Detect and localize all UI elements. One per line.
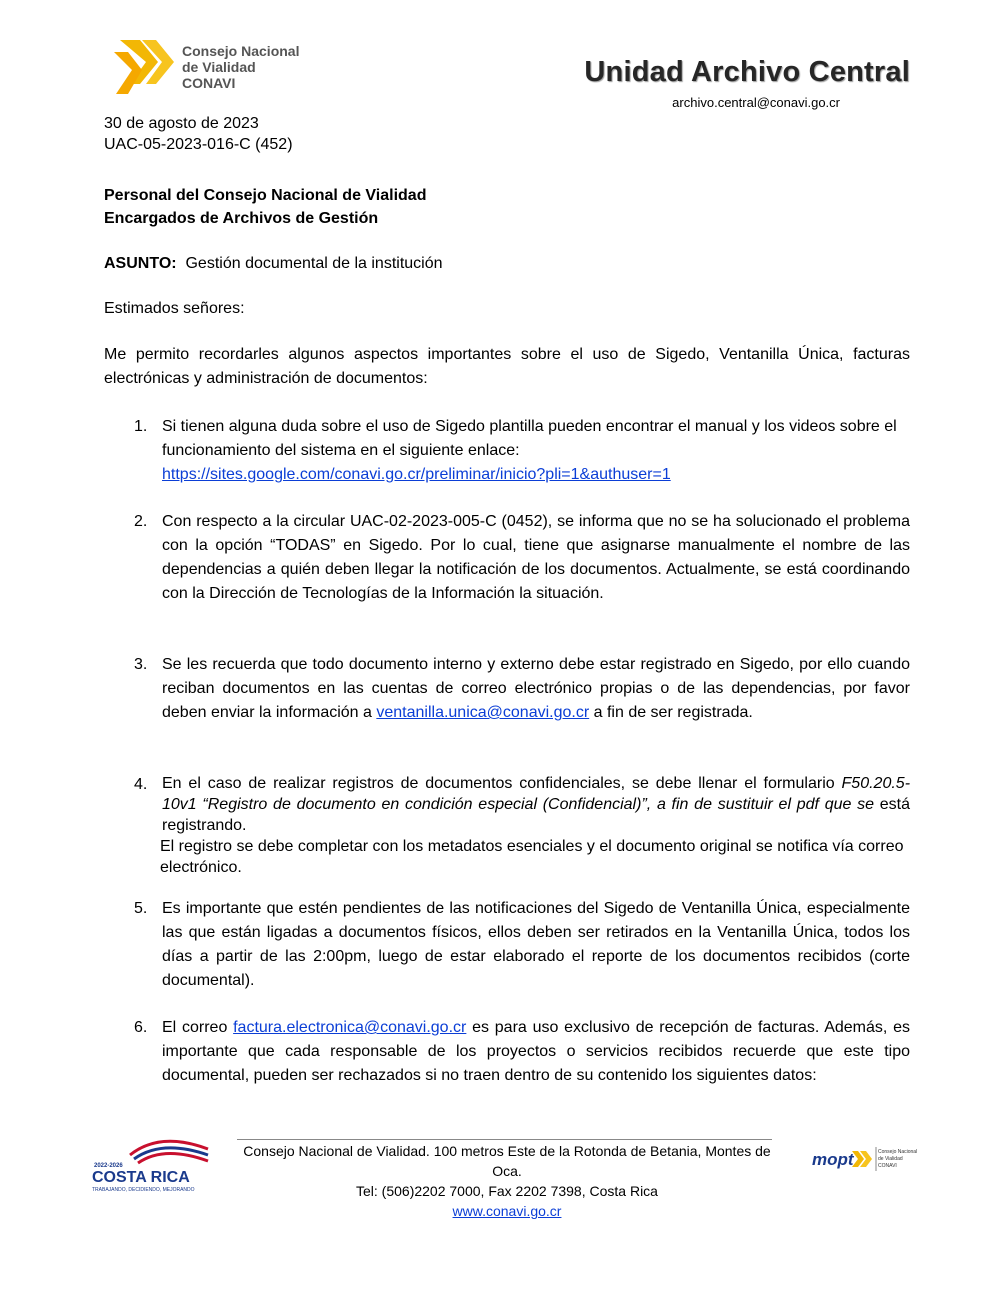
recipients [104, 184, 426, 230]
item-text: En el caso de realizar registros de documentos confidenciales, se debe llenar el formulario [162, 775, 835, 792]
greeting: Estimados señores: [104, 300, 245, 317]
footer-website-link[interactable]: www.conavi.go.cr [452, 1203, 562, 1219]
item-text: Se les recuerda que todo documento interno y externo debe estar registrado en Sigedo, por ello cuando reciban documentos en las cuentas de correo electrónico propias o de las dependencias, por favor deben enviar la información a [162, 656, 910, 721]
item-number: 5. [134, 900, 148, 917]
unit-title: Unidad Archivo Central [584, 56, 910, 88]
mopt-side-line: CONAVI [878, 1163, 897, 1169]
logo-line: CONAVI [182, 75, 236, 91]
form-reference: F50.20.5-10v1 “Registro de documento en condición especial (Confidencial)”, a fin de sustituir el pdf que se [162, 775, 911, 813]
item-number: 6. [134, 1019, 148, 1036]
footer-address: Consejo Nacional de Vialidad. 100 metros Este de la Rotonda de Betania, Montes de Oca. [243, 1143, 771, 1179]
item-number: 1. [134, 418, 148, 435]
mopt-side-line: Consejo Nacional [878, 1149, 918, 1155]
item-body [162, 653, 910, 725]
item-body: Es importante que estén pendientes de las notificaciones del Sigedo de Ventanilla Única, especialmente las que están ligadas a documentos físicos, ellos deben ser retirados en la Ventanilla Única, todos los días a partir de las 2:00pm, luego de estar elaborado el reporte de los documentos recibidos (corte documental). [162, 900, 910, 989]
letter-date-block [104, 113, 293, 155]
conavi-logo-text [182, 43, 299, 91]
cr-logo-name: COSTA RICA [92, 1169, 190, 1186]
subject-text: Gestión documental de la institución [185, 255, 443, 272]
item-text: El registro se debe completar con los metadatos esenciales y el documento original se notifica vía correo electrónico. [160, 838, 904, 876]
mopt-logo-text: mopt [812, 1150, 854, 1169]
sigedo-manual-link[interactable]: https://sites.google.com/conavi.go.cr/preliminar/inicio?pli=1&authuser=1 [162, 466, 671, 483]
unit-email: archivo.central@conavi.go.cr [672, 95, 840, 110]
item-text: a fin de ser registrada. [593, 704, 753, 721]
ventanilla-email-link[interactable]: ventanilla.unica@conavi.go.cr [376, 704, 590, 721]
item-text: está registrando. [162, 796, 910, 834]
item-text: El correo [162, 1019, 228, 1036]
item-number: 4. [134, 776, 148, 793]
item-number: 3. [134, 656, 148, 673]
intro-paragraph: Me permito recordarles algunos aspectos importantes sobre el uso de Sigedo, Ventanilla Única, facturas electrónicas y administración de documentos: [104, 346, 910, 387]
logo-line: de Vialidad [182, 59, 256, 75]
item-text: Si tienen alguna duda sobre el uso de Sigedo plantilla pueden encontrar el manual y los videos sobre el funcionamiento del sistema en el siguiente enlace: [162, 418, 897, 459]
footer-divider [237, 1139, 772, 1140]
item-body [162, 415, 910, 487]
subject [104, 252, 443, 276]
letter-reference: UAC-05-2023-016-C (452) [104, 136, 293, 153]
factura-email-link[interactable]: factura.electronica@conavi.go.cr [233, 1019, 467, 1036]
costa-rica-logo [90, 1135, 212, 1197]
mopt-logo [812, 1143, 922, 1177]
logo-line: Consejo Nacional [182, 43, 300, 59]
recipient-line: Personal del Consejo Nacional de Vialidad [104, 187, 427, 204]
footer-text [237, 1141, 777, 1221]
item-body: Con respecto a la circular UAC-02-2023-005-C (0452), se informa que no se ha solucionado el problema con la opción “TODAS” en Sigedo. Por lo cual, tiene que asignarse manualmente el nombre de las dependencias a quién deben llegar la notificación de los documentos. Actualmente, se está coordinando con la Dirección de Tecnologías de la Información la situación. [162, 513, 910, 602]
item-body [162, 1016, 910, 1088]
cr-logo-years: 2022-2026 [94, 1163, 123, 1169]
item-number: 2. [134, 513, 148, 530]
footer-phone: Tel: (506)2202 7000, Fax 2202 7398, Costa Rica [356, 1183, 658, 1199]
recipient-line: Encargados de Archivos de Gestión [104, 210, 379, 227]
item-text: es para uso exclusivo de recepción de facturas. Además, es importante que cada responsable de los proyectos o servicios recibidos recuerde que este tipo documental, pueden ser rechazados si no traen dentro de su contenido los siguientes datos: [162, 1019, 910, 1084]
item-body [162, 773, 910, 878]
subject-label: ASUNTO: [104, 255, 177, 272]
letter-date: 30 de agosto de 2023 [104, 115, 259, 132]
cr-logo-slogan: TRABAJANDO, DECIDIENDO, MEJORANDO [92, 1187, 195, 1193]
mopt-side-line: de Vialidad [878, 1156, 903, 1162]
